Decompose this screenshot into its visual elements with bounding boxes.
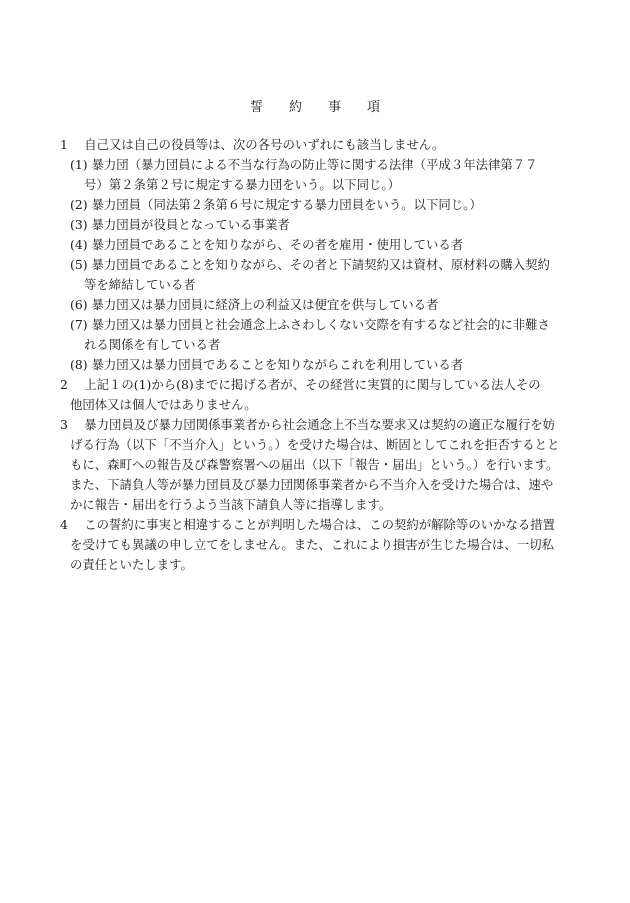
document-line: (4) 暴力団員であることを知りながら、その者を雇用・使用している者 xyxy=(70,237,464,252)
document-line: (8) 暴力団又は暴力団員であることを知りながらこれを利用している者 xyxy=(70,357,464,372)
document-line: 3 暴力団員及び暴力団関係事業者から社会通念上不当な要求又は契約の適正な履行を妨 xyxy=(60,417,556,432)
document-line: (3) 暴力団員が役員となっている事業者 xyxy=(70,217,290,232)
document-line: 4 この誓約に事実と相違することが判明した場合は、この契約が解除等のいかなる措置 xyxy=(60,517,556,532)
document-line: れる関係を有している者 xyxy=(84,337,221,352)
document-line: 他団体又は個人ではありません。 xyxy=(70,397,257,412)
document-body xyxy=(60,135,600,575)
document-line: (5) 暴力団員であることを知りながら、その者と下請契約又は資材、原材料の購入契約 xyxy=(70,257,550,272)
document-title: 誓 約 事 項 xyxy=(249,100,380,115)
document-line: (2) 暴力団員（同法第２条第６号に規定する暴力団員をいう。以下同じ。） xyxy=(70,197,482,212)
document-line: の責任といたします。 xyxy=(70,557,193,572)
document-line: 等を締結している者 xyxy=(84,277,196,292)
document-line: 1 自己又は自己の役員等は、次の各号のいずれにも該当しません。 xyxy=(60,137,445,152)
document-line: もに、森町への報告及び森警察署への届出（以下「報告・届出」という。）を行います。 xyxy=(70,457,559,472)
document-line: げる行為（以下「不当介入」という。）を受けた場合は、断固としてこれを拒否するとと xyxy=(70,437,560,452)
document-line: 2 上記１の(1)から(8)までに掲げる者が、その経営に実質的に関与している法人その xyxy=(60,377,541,392)
document-line: また、下請負人等が暴力団員及び暴力団関係事業者から不当介入を受けた場合は、速や xyxy=(70,477,554,492)
document-line: 号）第２条第２号に規定する暴力団をいう。以下同じ。） xyxy=(84,177,400,192)
document-line: (6) 暴力団又は暴力団員に経済上の利益又は便宜を供与している者 xyxy=(70,297,439,312)
document-line: (7) 暴力団又は暴力団員と社会通念上ふさわしくない交際を有するなど社会的に非難さ xyxy=(70,317,550,332)
document-line: (1) 暴力団（暴力団員による不当な行為の防止等に関する法律（平成３年法律第７７ xyxy=(70,157,538,172)
document-line: を受けても異議の申し立てをしません。また、これにより損害が生じた場合は、一切私 xyxy=(70,537,554,552)
document-line: かに報告・届出を行うよう当該下請負人等に指導します。 xyxy=(70,497,392,512)
